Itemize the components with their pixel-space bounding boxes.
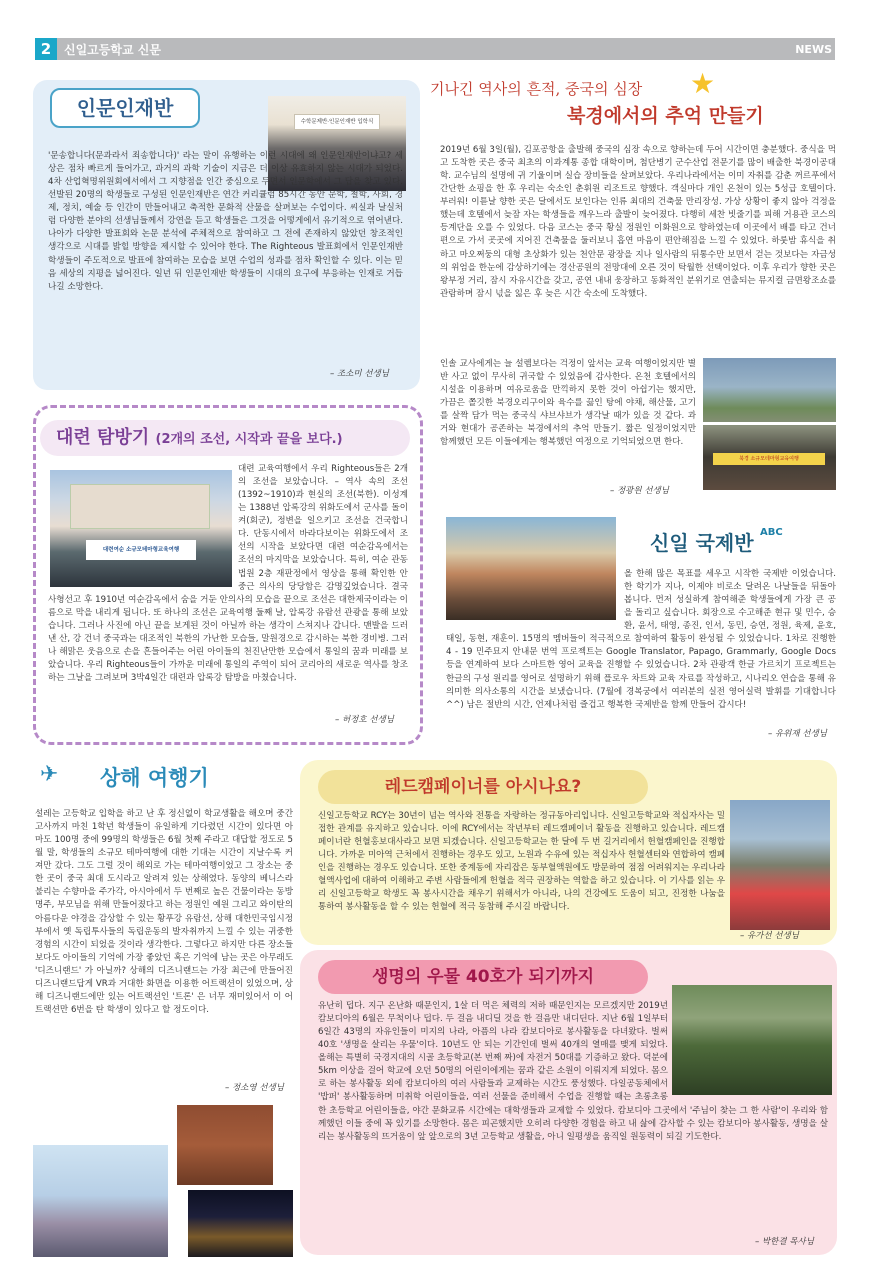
beijing-body-1: 2019년 6월 3일(월), 김포공항을 출발해 중국의 심장 속으로 향하는데 두어 시간이면 충분했다. 중식을 먹고 도착한 곳은 중국 최초의 이과계통 종합 대학이며, 첨단병기 군수산업 전문기를 많이 배출한 북경이공대학. 교수님의 설명에 귀 기울이며 실습 장비들을 살펴보았다. 우리나라에서는 이미 자취를 감춘 꺼르푸에서 간단한 쇼핑을 한 후 우리는 숙소인 춘휘원 리조트로 향했다. 객실마다 개인 온천이 있는 5성급 호텔이다. 부러워! 이튿날 향한 곳은 달에서도 보인다는 인류 최대의 건축물 만리장성. 가상 상황이 좋지 않아 걱정을 했는데 호텔에서 늦잠 자는 학생들을 깨우느라 출발이 늦어졌다. 다행히 세찬 빗줄기를 피해 거용관 코스의 등계단을 오를 수 있었다. 다음 코스는 중국 황실 정원인 이화원으로 향하였는데 이곳에서 배를 타고 건너편으로 가서 곳곳에 지어진 건축물을 둘러보니 흡연 마음이 편안해짐을 느낄 수 있었다. 하룻밤 휴식을 취하고 마오쩌둥의 대형 초상화가 있는 천안문 광장을 지나 일사람의 뒤통수만 보면서 걷는 것보다는 자금성의 위엄을 한눈에 감상하기에는 경산공원의 전망대에 오른 것이 탁월한 선택이었다. 이후 우리가 향한 곳은 왕부정 거리, 잠시 자유시간을 갖고, 공연 내내 웅장하고 동화적인 분위기로 연출되는 뮤지컬 금면왕조쇼를 관람하며 잠시 넋을 잃은 후 늦은 시간 숙소에 도착했다. bbox=[440, 145, 836, 299]
provisional-government-photo bbox=[177, 1105, 273, 1185]
red-campaign-author: – 유가선 선생님 bbox=[740, 931, 799, 941]
star-icon: ★ bbox=[690, 67, 716, 100]
shanghai-title: 상해 여행기 bbox=[100, 766, 209, 790]
disney-castle-photo bbox=[33, 1145, 168, 1257]
red-campaign-body: 신일고등학교 RCY는 30년이 넘는 역사와 전통을 자랑하는 정규동아리입니다. 신일고등학교와 적십자사는 밀접한 관계를 유지하고 있습니다. 이에 RCY에서는 작년부터 레드캠페이너 활동을 진행하고 있습니다. 레드캠페이너란 헌혈홍보대사라고 보면 되겠습니다. 신일고등학교는 한 달에 두 번 길거리에서 헌혈캠페인을 진행합니다. 가까운 미아역 근처에서 진행하는 경우도 있고, 노원과 수유에 있는 적십자사 헌혈센터와 연합하여 캠페인을 진행하는 경우도 있습니다. 또한 중계동에 자리잡은 동부혈액원에도 방문하여 점점 어려워지는 우리나라 혈액사업에 대하여 이해하고 주변 사람들에게 헌혈을 적극 권장하는 역할을 하고 있습니다. 이 기사를 읽는 우리 신일고등학교 학생도 꼭 봉사시간을 채우기 위해서가 아니라, 나의 건강에도 도움이 되고, 진정한 나눔을 통하여 봉사활동을 할 수 있는 헌혈에 적극 동참해 주시길 바랍니다. bbox=[318, 811, 725, 913]
abc-blocks-icon: ABC bbox=[760, 527, 783, 538]
airplane-icon: ✈︎ bbox=[40, 762, 59, 787]
humanities-body: '문송합니다(문과라서 죄송합니다)' 라는 말이 유행하는 이런 시대에 왜 인문인재반이냐고? 세상은 점차 빠르게 들어가고, 과거의 과학 기술이 지금은 더 이상 유효하지 않는 시대가 되었다. 4차 산업혁명위원회에서에서 그 지향점을 인간 중심으로 두면서 인문학에서 그 답을 찾고 있다. 선발된 20명의 학생들로 구성된 인문인재반은 연간 커리큘럼 85시간 동안 문학, 철학, 사회, 경제, 정치, 예술 등 인간이 만들어내고 축적한 문화적 산물을 살펴보는 수업이다. 씨실과 날실처럼 다양한 분야의 선생님들께서 강연을 듣고 학생들은 그것을 어떻게에서 유기적으로 엮어낸다. 나아가 다양한 발표회와 논문 분석에 주체적으로 참여하고 그 전에 존재하지 않았던 창조적인 생각으로 시대를 밝힐 방향을 제시할 수 있어야 한다. The Righteous 발표회에서 인문인재반 학생들이 주도적으로 발표에 참여하는 모습을 보면 수업의 성과를 점차 확인할 수 있다. 이는 믿음 세상의 지평을 넓어진다. 일년 뒤 인문인재반 학생들이 시대의 요구에 부응하는 인재로 거듭나길 소망한다. bbox=[48, 151, 403, 292]
dalian-author: – 허정호 선생님 bbox=[335, 715, 394, 725]
red-campaign-title: 레드캠페이너를 아시나요? bbox=[318, 770, 648, 804]
beijing-pretitle: 기나긴 역사의 흔적, 중국의 심장 bbox=[430, 80, 643, 98]
international-author: – 유위재 선생님 bbox=[768, 729, 827, 739]
beijing-author: – 정광원 선생님 bbox=[610, 486, 669, 496]
humanities-author: – 조소미 선생님 bbox=[330, 369, 389, 379]
dalian-title bbox=[40, 420, 410, 456]
international-body: 올 한해 많은 목표를 세우고 시작한 국제반 이었습니다. 한 학기가 지나, 이제야 비로소 달려온 나날들을 뒤돌아봅니다. 먼저 성실하게 참여해준 학생들에게 가장 큰 공을 돌리고 싶습니다. 회장으로 수고해준 현규 및 민수, 승환, 윤서, 태영, 종진, 인서, 동민, 승연, 정원, 육제, 윤호, 태일, 동현, 재훈이. 15명의 멤버들이 적극적으로 참여하여 활동이 완성될 수 있었습니다. 1차로 진행한 4 - 19 민주묘지 안내문 번역 프로젝트는 Google Translator, Papago, Grammarly, Google Docs 등을 연계하여 보다 스마트한 영어 교육을 진행할 수 있었습니다. 2차 관광객 한글 가르치기 프로젝트는 한글의 구성 원리를 영어로 설명하기 위해 플로우 차트와 교육 자료를 작성하고, 시나리오 연습을 통해 유의미한 의사소통의 시간을 보냈습니다. (7월에 경복궁에서 여러분의 실전 영어실력 발휘를 기대합니다^^) 남은 절반의 시간, 언제나처럼 즐겁고 행복한 국제반을 함께 만들어 갑시다! bbox=[446, 569, 836, 710]
beijing-body-2: 인솔 교사에게는 늘 설렘보다는 걱정이 앞서는 교육 여행이었지만 별반 사고 없이 무사히 귀국할 수 있었음에 감사한다. 온천 호텔에서의 시설을 이용하며 여유로움을 만끽하지 못한 것이 아쉽기는 했지만, 가끔은 쫄깃한 북경오리구이와 육수를 끓인 탕에 야채, 해산물, 고기를 살짝 담가 먹는 중국식 샤브샤브가 생각날 때가 있을 것 같다. 과거와 현대가 공존하는 북경에서의 추억 만들기. 짧은 일정이었지만 함께했던 모든 이들에게는 행복했던 여정으로 기억되었으면 한다. bbox=[440, 359, 696, 448]
humanities-title: 인문인재반 bbox=[50, 88, 200, 128]
dalian-photo-banner: 대련여순 소규모테마형교육여행 bbox=[86, 540, 196, 560]
red-campaign-photo bbox=[730, 800, 830, 930]
paper-name: 신일고등학교 신문 bbox=[64, 43, 161, 57]
shanghai-author: – 정소영 선생님 bbox=[225, 1083, 284, 1093]
beijing-photo-banner: 북경 소규모테마형교육여행 bbox=[713, 453, 825, 465]
life-well-body: 유난히 덥다. 지구 온난화 때문인지, 1살 더 먹은 체력의 저하 때문인지는 모르겠지만 2019년 캄보디아의 6월은 무척이나 덥다. 두 걸음 내디딜 것을 한 걸음만 내디딘다. 지난 6월 1일부터 6일간 43명의 자유인들이 미지의 나라, 아픔의 나라 캄보디아로 봉사활동을 다녀왔다. 벌써 40호 '생명을 살리는 우물'이다. 10년도 안 되는 기간인데 벌써 40개의 열매를 맺게 되었다. 올해는 특별히 국경지대의 시골 초등학교(본 번째 짜)에 자전거 50대를 기증하고 왔다. 덕분에 5km 이상을 걸어 학교에 오던 50명의 어린이에게는 꿈과 같은 소원이 이뤄지게 되었다. 몸으로 하는 봉사활동 외에 캄보디아의 여러 사람들과 교제하는 시간도 풍성했다. 다일공동체에서 '밥퍼' 봉사활동하며 미취학 어린이들을, 여러 선물을 준비해서 수업을 진행할 때는 초롱초롱한 초등학교 어린이들을, 야간 문화교류 시간에는 대학생들과 교제할 수 있었다. 캄보디아 그곳에서 '주님이 찾는 그 한 사람'이 우리와 함께했던 이들 중에 꼭 있기를 소망한다. 몸은 피곤했지만 오히려 다양한 경험을 하고 내 삶에 감사할 수 있는 캄보디아 봉사활동, 생명을 살리는 봉사활동의 뜨거움이 앞 앞으로의 3년 고등학교 생활을, 아니 일평생을 움직일 원동력이 되길 기도한다. bbox=[318, 1001, 828, 1142]
dalian-title-main: 대련 탐방기 bbox=[56, 427, 150, 448]
beijing-photo bbox=[703, 358, 836, 490]
bund-night-photo bbox=[188, 1190, 293, 1257]
dalian-body: 대련 교육여행에서 우리 Righteous들은 2개의 조선을 보았습니다. – 역사 속의 조선(1392~1910)과 현실의 조선(북한). 이성계는 1388년 압록강의 위화도에서 군사를 돌이켜(회군), 정변을 일으키고 조선을 건국합니다. 단동시에서 바라다보이는 위화도에서 조선의 시작을 보았다면 대련 여순감옥에서는 조선의 마지막을 보았습니다. 특히, 여순 관동법원 2층 재판정에서 영상을 통해 확인한 안중근 의사의 당당함은 감명깊었습니다. 결국 사형선고 후 1910년 여순감옥에서 숨을 거둔 안의사의 모습을 끝으로 조선은 대한제국이라는 이름으로 막을 내리게 됩니다. 또 하나의 조선은 교육여행 둘째 날, 압록강 유람선 관광을 통해 보았습니다. 그러나 사진에 아닌 끝을 보게된 것이 아닐까 하는 생각이 스쳐지나 갑니다. 맨발을 드러낸 산, 강 건너 중국과는 대조적인 북한의 가난한 모습들, 말원경으로 감시하는 북한 경비병. 그러나 해맑은 웃음으로 손을 흔들어주는 어린 아이들의 천진난만한 모습에서 통일의 꿈과 미래를 보았습니다. 우리 Righteous들이 가까운 미래에 통일의 주역이 되어 코리아의 새로운 역사를 창조하는 그날을 그려보며 3박4일간 대련과 압록강 탐방을 마쳤습니다. bbox=[48, 464, 408, 683]
shanghai-body: 설레는 고등학교 입학을 하고 난 후 정신없이 학교생활을 해오며 중간고사까지 마친 1학년 학생들이 유일하게 기다렸던 시간이 있다면 아마도 100명 중에 99명의 학생들은 6월 첫째 주라고 대답할 정도로 5월 말, 학생들의 소규모 테마여행에 대한 기대는 시간이 지날수록 커져만 갔다. 그도 그럴 것이 해외로 가는 테마여행이었고 그 장소는 중 한 곳이 중국 최대 도시라고 알려져 있는 상해였다. 동양의 베니스라 불리는 수향마을 주가각, 아시아에서 두 번째로 높은 건물이라는 동방명주, 부모님을 위해 만들어졌다고 하는 정원인 예원 그리고 와이탄의 아름다운 야경을 감상할 수 있는 황푸강 유람선, 상해 대한민국임시정부에서 옛 독립투사들의 독립운동의 발자취까지 느낄 수 있는 귀중한 경험의 시간이 되었을 것이라 생각한다. 그렇다고 하지만 다른 장소들보다도 아이들의 기억에 가장 좋았던 혹은 기억에 남는 곳은 아무래도 '디즈니랜드' 가 아닐까? 상해의 디즈니랜드는 가장 최근에 만들어진 디즈니랜드답게 VR과 거대한 화면을 이용한 어트랙션이 있었으며, 상해 디즈니랜드에만 있는 어트랙션인 '트론' 은 너무 재미있어서 이 어트랙션만 6번을 탄 학생이 있다고 할 정도이다. bbox=[35, 809, 293, 1015]
section-label: NEWS bbox=[795, 43, 832, 56]
life-well-title: 생명의 우물 40호가 되기까지 bbox=[318, 960, 648, 994]
dalian-subtitle: (2개의 조선, 시작과 끝을 보다.) bbox=[155, 432, 343, 447]
page-number: 2 bbox=[35, 38, 57, 60]
international-title: 신일 국제반 bbox=[650, 531, 754, 555]
humanities-photo-banner: 수학문제반·인문인재반 입학식 bbox=[294, 114, 380, 130]
life-well-author: – 박한결 목사님 bbox=[755, 1237, 814, 1247]
beijing-title: 북경에서의 추억 만들기 bbox=[567, 105, 764, 127]
